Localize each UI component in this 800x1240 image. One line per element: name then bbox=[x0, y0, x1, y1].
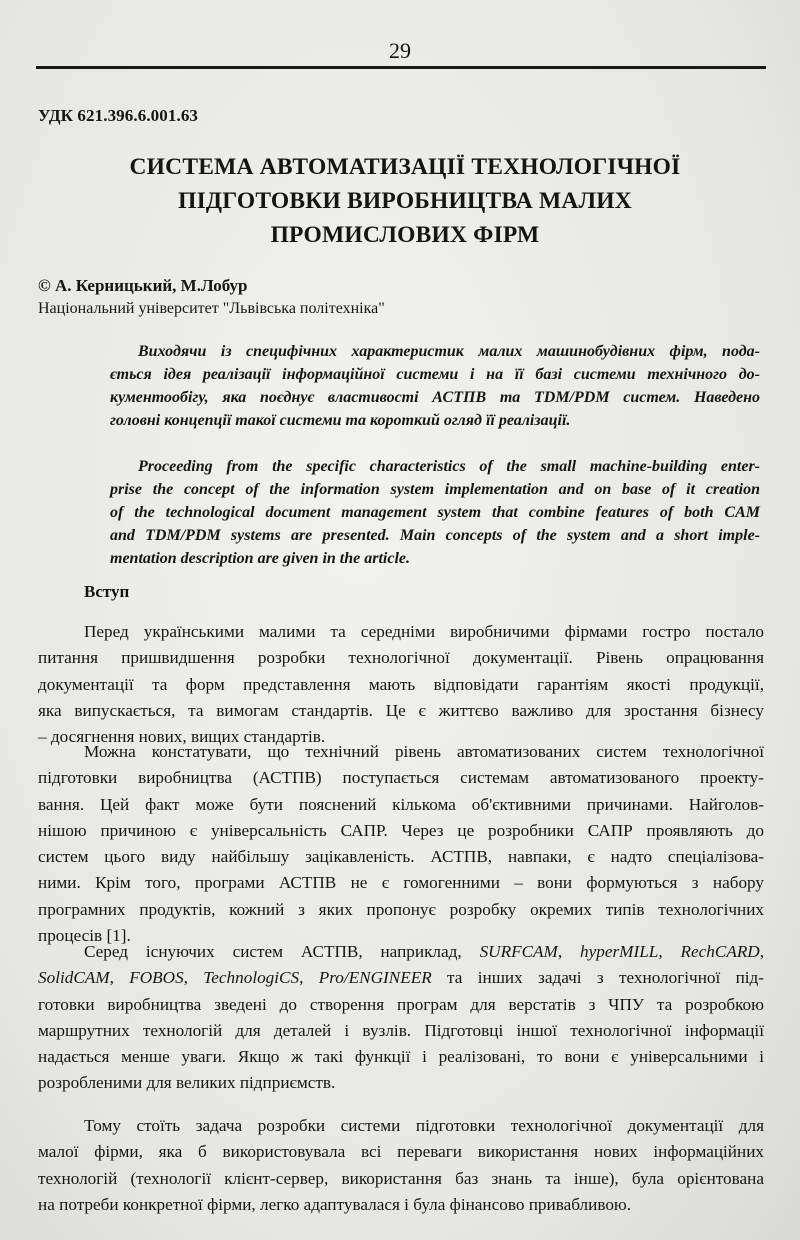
text-line: систем цього виду найбільшу зацікавленість. АСТПВ, навпаки, є надто спеціалізова- bbox=[38, 847, 764, 867]
system-name: FOBOS bbox=[129, 968, 184, 988]
abstract-line: and TDM/PDM systems are presented. Main concepts of the system and a short imple- bbox=[110, 527, 760, 544]
abstract-line: кументообігу, яка поєднує властивості АСТПВ та TDM/PDM систем. Наведено bbox=[110, 389, 760, 406]
text-line: програмних продуктів, кожний з яких пропонує розробку окремих типів технологічних bbox=[38, 899, 764, 919]
text-line: розробленими для великих підприємств. bbox=[38, 1073, 336, 1093]
text-line: Тому стоїть задача розробки системи підготовки технологічної документації для bbox=[84, 1116, 764, 1135]
text-line: процесів [1]. bbox=[38, 926, 131, 946]
abstract-line: prise the concept of the information system implementation and on base of it creation bbox=[110, 481, 760, 498]
list-separator: , bbox=[299, 968, 319, 988]
title-line: СИСТЕМА АВТОМАТИЗАЦІЇ ТЕХНОЛОГІЧНОЇ bbox=[129, 154, 681, 180]
page-number: 29 bbox=[389, 38, 411, 63]
system-name: hyperMILL bbox=[580, 942, 659, 961]
paragraph-lead: Серед існуючих систем АСТПВ, наприклад, bbox=[84, 942, 462, 961]
text-line: Перед українськими малими та середніми виробничими фірмами гостро постало bbox=[84, 622, 764, 641]
udk-code: УДК 621.396.6.001.63 bbox=[38, 106, 199, 125]
text-line: Можна констатувати, що технічний рівень автоматизованих систем технологічної bbox=[84, 742, 764, 761]
list-separator: , bbox=[557, 942, 581, 961]
abstract-line: ється ідея реалізації інформаційної системи і на її базі системи технічного до- bbox=[110, 366, 760, 383]
article-title bbox=[40, 150, 770, 252]
abstract-line: Proceeding from the specific characteristics of the small machine-building enter- bbox=[138, 458, 760, 475]
list-separator: , bbox=[183, 968, 204, 988]
system-name: TechnologiCS bbox=[203, 968, 300, 988]
text-line: питання пришвидшення розробки технологічної документації. Рівень опрацювання bbox=[38, 648, 764, 668]
title-line: ПРОМИСЛОВИХ ФІРМ bbox=[270, 222, 540, 248]
text-line: на потреби конкретної фірми, легко адаптувалася і була фінансово привабливою. bbox=[38, 1194, 632, 1214]
abstract-line: головні концепції такої системи та короткий огляд її реалізації. bbox=[110, 412, 571, 429]
text-line: підготовки виробництва (АСТПВ) поступається системам автоматизованого проекту- bbox=[38, 768, 764, 788]
text-line: вання. Цей факт може бути пояснений кількома об'єктивними причинами. Найголов- bbox=[38, 794, 764, 814]
paragraph-4 bbox=[38, 1113, 764, 1218]
text-line bbox=[38, 965, 764, 991]
affiliation: Національний університет "Львівська політехніка" bbox=[38, 300, 385, 317]
system-name: SURFCAM bbox=[479, 942, 558, 961]
abstract-line: of the technological document management system that combine features of both CAM bbox=[110, 504, 760, 521]
title-line: ПІДГОТОВКИ ВИРОБНИЦТВА МАЛИХ bbox=[178, 188, 632, 214]
text-line: нішою причиною є універсальність САПР. Через це розробники САПР проявляють до bbox=[38, 820, 764, 840]
list-separator: , bbox=[759, 942, 765, 961]
section-heading: Вступ bbox=[84, 582, 130, 601]
authors: © А. Керницький, М.Лобур bbox=[38, 276, 248, 295]
paragraph-3 bbox=[38, 939, 764, 1097]
text-line: маршрутних технологій для деталей і вузлів. Підготовці іншої технологічної інформації bbox=[38, 1020, 764, 1040]
text-line: – досягнення нових, вищих стандартів. bbox=[38, 727, 326, 747]
list-separator: , bbox=[658, 942, 681, 961]
system-name: SolidCAM bbox=[38, 968, 110, 988]
text-line: ними. Крім того, програми АСТПВ не є гомогенними – вони формуються з набору bbox=[38, 873, 764, 893]
text-line: технологій (технології клієнт-сервер, використання баз знань та інше), була орієнтована bbox=[38, 1168, 764, 1188]
text-line bbox=[38, 939, 764, 965]
abstract-line: Виходячи із специфічних характеристик малих машинобудівних фірм, пода- bbox=[138, 343, 760, 360]
list-separator: , bbox=[109, 968, 130, 988]
abstract-line: mentation description are given in the article. bbox=[110, 550, 410, 567]
header-rule bbox=[36, 66, 766, 69]
abstract-ukrainian bbox=[110, 340, 760, 432]
abstract-english bbox=[110, 455, 760, 570]
paragraph-1 bbox=[38, 619, 764, 750]
paragraph-2 bbox=[38, 739, 764, 949]
text-line: готовки виробництва зведені до створення програм для верстатів з ЧПУ та розробкою bbox=[38, 994, 764, 1014]
system-name: RechCARD bbox=[680, 942, 760, 961]
text-line: малої фірми, яка б використовувала всі переваги використання нових інформаційних bbox=[38, 1142, 764, 1162]
text-line: документації та форм представлення мають відповідати гарантіям якості продукції, bbox=[38, 674, 764, 694]
text-segment: та інших задачі з технологічної під- bbox=[431, 968, 765, 988]
text-line: яка випускається, та вимогам стандартів. Це є життєво важливо для зростання бізнесу bbox=[38, 700, 764, 720]
text-line: надається менше уваги. Якщо ж такі функції і реалізовані, то вони є універсальними і bbox=[38, 1047, 764, 1067]
system-name: Pro/ENGINEER bbox=[318, 968, 432, 988]
